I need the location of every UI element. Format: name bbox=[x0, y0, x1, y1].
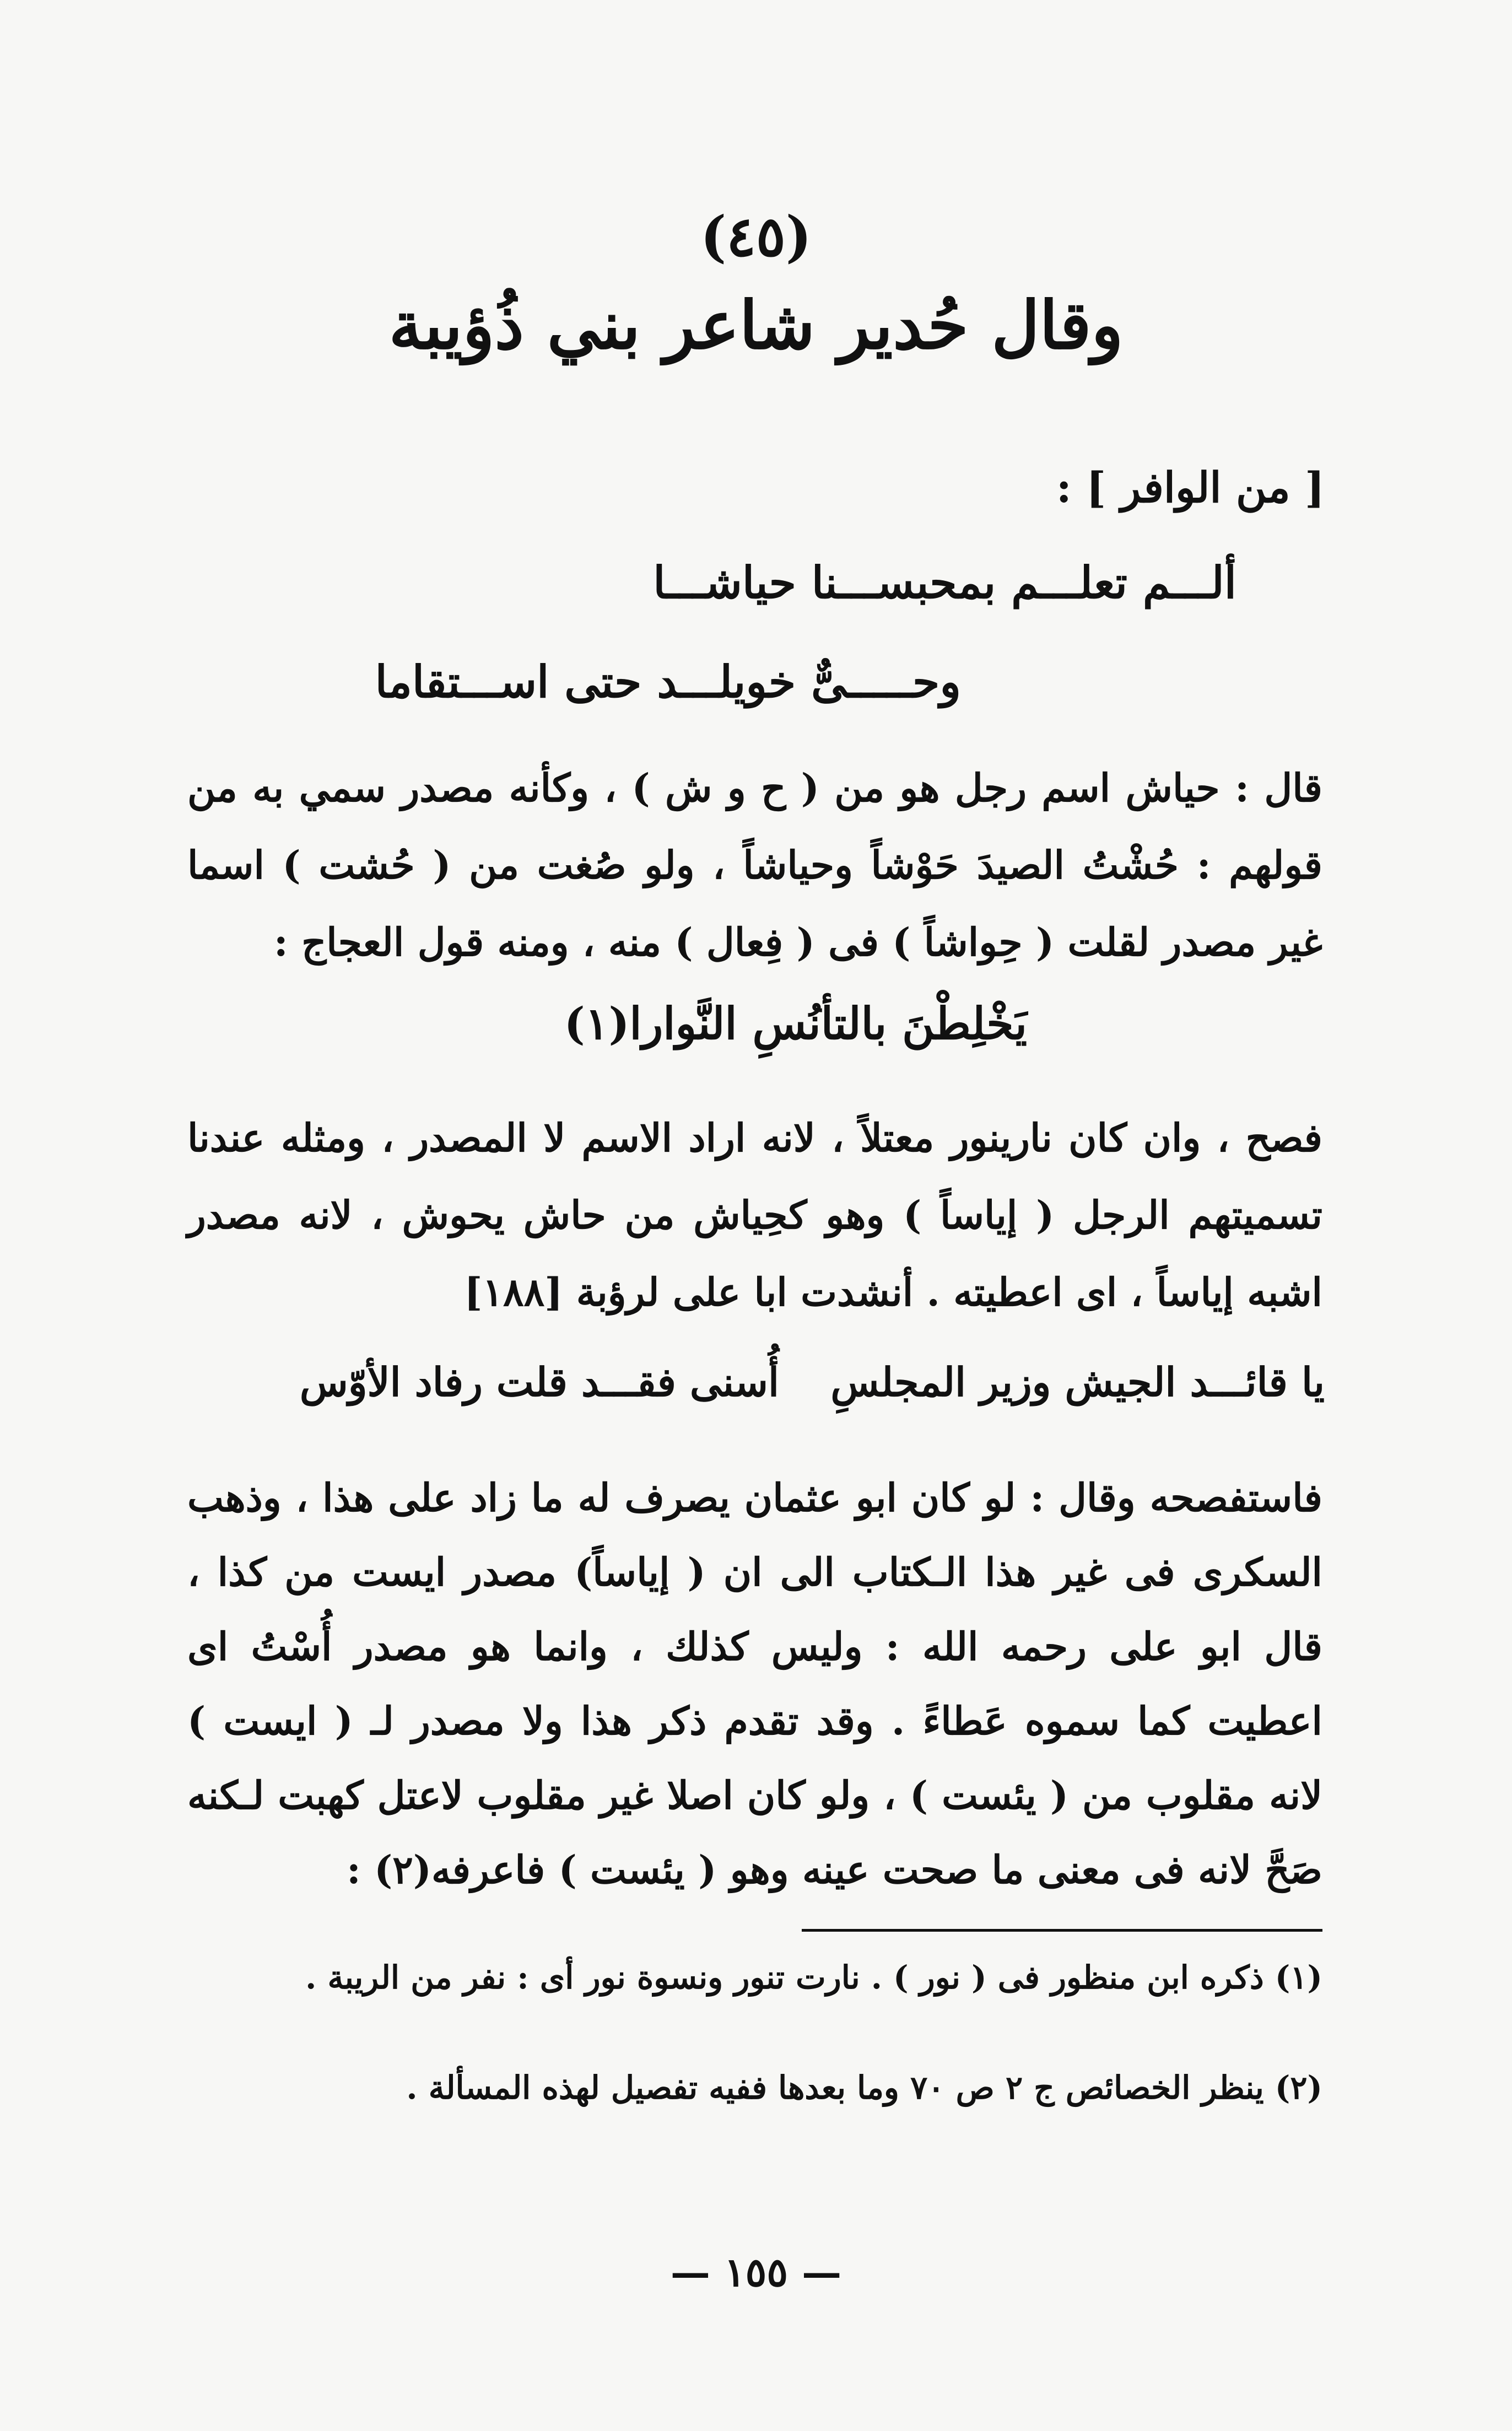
meter-label: [ من الوافر ] : bbox=[1056, 463, 1325, 512]
commentary-paragraph-3: فاستفصحه وقال : لو كان ابو عثمان يصرف له ما زاد على هذا ، وذهب السكرى فى غير هذا الـكتاب الى ان ( إياساً) مصدر ايست من كذا ، قال ابو على رحمه الله : وليس كذلك ، وانما هو مصدر أُسْتُ اى اعطيت كما سموه عَطاءً . وقد تقدم ذكر هذا ولا مصدر لـ ( ايست ) لانه مقلوب من ( يئست ) ، ولو كان اصلا غير مقلوب لاعتل كهبت لـكنه صَحَّ لانه فى معنى ما صحت عينه وهو ( يئست ) فاعرفه(٢) : bbox=[187, 1475, 1322, 1893]
footnote-1: (١) ذكره ابن منظور فى ( نور ) . نارت تنور ونسوة نور أى : نفر من الريبة . bbox=[305, 1959, 1322, 1996]
page-number: — ١٥٥ — bbox=[670, 2249, 842, 2295]
footnote-2: (٢) ينظر الخصائص ج ٢ ص ٧٠ وما بعدها ففيه تفصيل لهذه المسألة . bbox=[406, 2069, 1322, 2106]
footnote-divider bbox=[802, 1929, 1322, 1932]
verse-3-first-hemistich: يا قائـــد الجيش وزير المجلسِ bbox=[830, 1359, 1325, 1405]
commentary-paragraph-1: قال : حياش اسم رجل هو من ( ح و ش ) ، وكأنه مصدر سمي به من قولهم : حُشْتُ الصيدَ حَوْشاً وحياشاً ، ولو صُغت من ( حُشت ) اسما غير مصدر لقلت ( حِواشاً ) فى ( فِعال ) منه ، ومنه قول العجاج : bbox=[187, 765, 1322, 965]
verse-3-second-hemistich: أُسنى فقـــد قلت رفاد الأوّس bbox=[299, 1359, 779, 1405]
page-title: وقال حُدير شاعر بني ذُؤيبة bbox=[388, 287, 1124, 364]
commentary-paragraph-2: فصح ، وان كان نارينور معتلاً ، لانه اراد الاسم لا المصدر ، ومثله عندنا تسميتهم الرجل ( إياساً ) وهو كحِياش من حاش يحوش ، لانه مصدر اشبه إياساً ، اى اعطيته . أنشدت ابا على لرؤبة [١٨٨] bbox=[187, 1115, 1322, 1315]
verse-1-first-hemistich: ألـــم تعلـــم بمحبســـنا حياشـــا bbox=[653, 557, 1236, 608]
verse-1-second-hemistich: وحـــــىٌّ خويلـــد حتى اســـتقاما bbox=[375, 656, 961, 708]
poem-number: (٤٥) bbox=[700, 204, 812, 269]
verse-2-citation: يَخْلِطْنَ بالتأنُسِ النَّوارا(١) bbox=[564, 998, 1027, 1049]
